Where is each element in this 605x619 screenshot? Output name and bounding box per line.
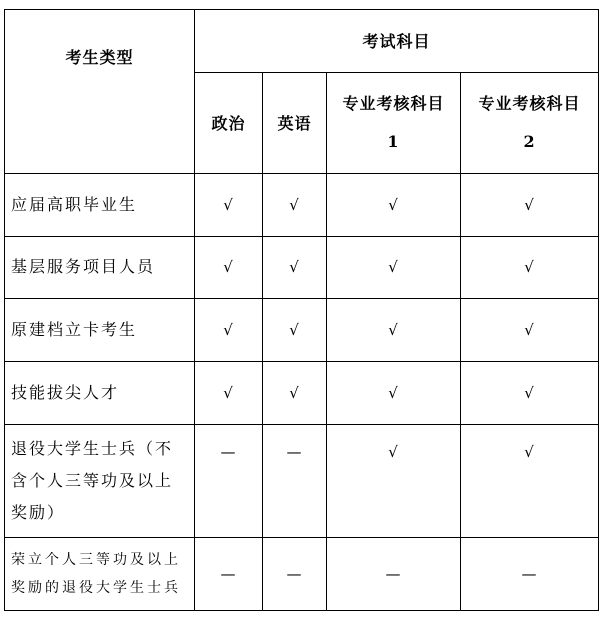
subject-header-major-1-line1: 专业考核科目 bbox=[342, 93, 445, 113]
row-category: 荣立个人三等功及以上奖励的退役大学生士兵 bbox=[5, 538, 195, 611]
row-category: 应届高职毕业生 bbox=[5, 173, 195, 236]
row-mark-english: √ bbox=[263, 173, 327, 236]
row-mark-major-1: √ bbox=[327, 236, 461, 299]
table-row bbox=[5, 236, 599, 299]
row-mark-english: — bbox=[263, 538, 327, 611]
row-mark-english: √ bbox=[263, 236, 327, 299]
row-mark-english: √ bbox=[263, 299, 327, 362]
row-mark-major-2: √ bbox=[461, 299, 599, 362]
row-category: 技能拔尖人才 bbox=[5, 362, 195, 425]
row-mark-major-2: √ bbox=[461, 424, 599, 537]
subject-header-major-1 bbox=[327, 72, 461, 173]
subject-header-major-1-line2: 1 bbox=[387, 131, 400, 151]
row-mark-politics: √ bbox=[195, 362, 263, 425]
row-mark-politics: — bbox=[195, 538, 263, 611]
row-mark-politics: — bbox=[195, 424, 263, 537]
row-mark-major-2: √ bbox=[461, 236, 599, 299]
subject-header-major-2-line1: 专业考核科目 bbox=[478, 93, 581, 113]
row-mark-major-1: — bbox=[327, 538, 461, 611]
table-row bbox=[5, 299, 599, 362]
row-mark-major-2: √ bbox=[461, 362, 599, 425]
subject-header-english: 英语 bbox=[263, 72, 327, 173]
row-mark-politics: √ bbox=[195, 299, 263, 362]
header-row-1 bbox=[5, 10, 599, 73]
subject-header-major-2 bbox=[461, 72, 599, 173]
admission-subject-table-container bbox=[4, 9, 598, 611]
table-row bbox=[5, 362, 599, 425]
table-row bbox=[5, 538, 599, 611]
row-mark-politics: √ bbox=[195, 173, 263, 236]
row-category: 退役大学生士兵（不含个人三等功及以上奖励） bbox=[5, 424, 195, 537]
row-mark-major-1: √ bbox=[327, 424, 461, 537]
row-category: 原建档立卡考生 bbox=[5, 299, 195, 362]
category-header: 考生类型 bbox=[5, 10, 195, 174]
subject-header-major-2-line2: 2 bbox=[523, 131, 536, 151]
subjects-group-header: 考试科目 bbox=[195, 10, 599, 73]
row-mark-politics: √ bbox=[195, 236, 263, 299]
row-mark-major-1: √ bbox=[327, 173, 461, 236]
row-mark-major-2: — bbox=[461, 538, 599, 611]
exam-subject-table bbox=[4, 9, 599, 611]
row-mark-english: √ bbox=[263, 362, 327, 425]
row-mark-major-1: √ bbox=[327, 299, 461, 362]
table-row bbox=[5, 173, 599, 236]
row-mark-major-1: √ bbox=[327, 362, 461, 425]
table-row bbox=[5, 424, 599, 537]
subject-header-politics: 政治 bbox=[195, 72, 263, 173]
row-mark-english: — bbox=[263, 424, 327, 537]
row-category: 基层服务项目人员 bbox=[5, 236, 195, 299]
row-mark-major-2: √ bbox=[461, 173, 599, 236]
